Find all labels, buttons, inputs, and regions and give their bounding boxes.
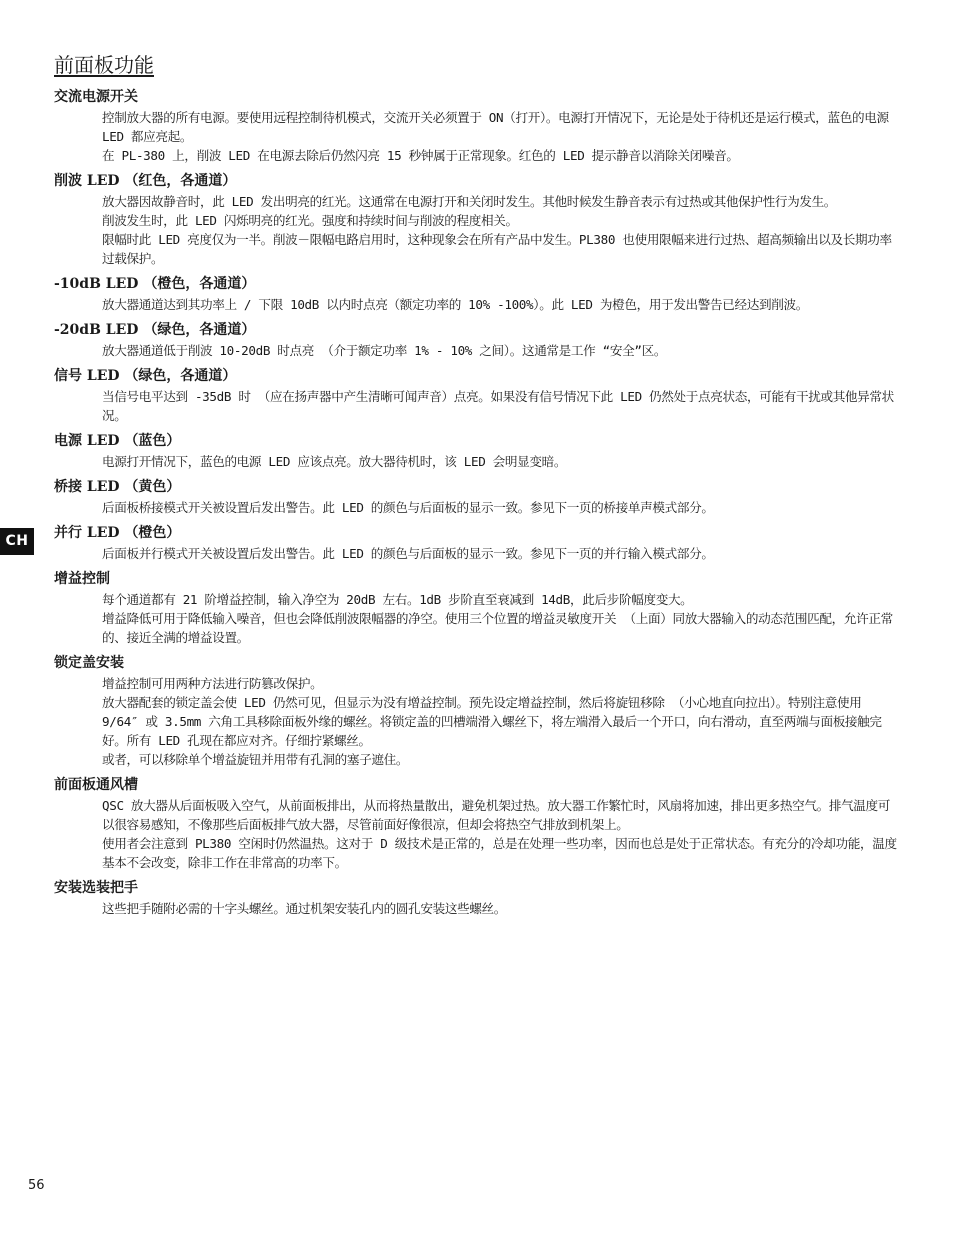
section-paragraph: 限幅时此 LED 亮度仅为一半。削波－限幅电路启用时，这种现象会在所有产品中发生。PL380 也使用限幅来进行过热、超高频输出以及长期功率过载保护。 [102, 232, 892, 266]
section-paragraph: 增益降低可用于降低输入噪音，但也会降低削波限幅器的净空。使用三个位置的增益灵敏度开关 （上面）同放大器输入的动态范围匹配，允许正常的、接近全满的增益设置。 [102, 611, 893, 645]
section-heading: -20dB LED （绿色，各通道） [54, 322, 256, 338]
section-paragraph: 使用者会注意到 PL380 空闲时仍然温热。这对于 D 级技术是正常的，总是在处理一些功率，因而也总是处于正常状态。有充分的冷却功能，温度基本不会改变，除非工作在非常高的功率下。 [102, 836, 897, 870]
section-paragraph: 在 PL-380 上，削波 LED 在电源去除后仍然闪亮 15 秒钟属于正常现象。红色的 LED 提示静音以消除关闭噪音。 [102, 148, 739, 163]
section-heading: 增益控制 [54, 571, 110, 587]
section-paragraph: 削波发生时，此 LED 闪烁明亮的红光。强度和持续时间与削波的程度相关。 [102, 213, 518, 228]
section-body [102, 295, 899, 314]
section-body [102, 674, 899, 769]
section-paragraph: 后面板并行模式开关被设置后发出警告。此 LED 的颜色与后面板的显示一致。参见下一页的并行输入模式部分。 [102, 546, 714, 561]
section [54, 172, 899, 268]
section-paragraph: 放大器配套的锁定盖会使 LED 仍然可见，但显示为没有增益控制。预先设定增益控制，然后将旋钮移除 （小心地直向拉出）。特别注意使用 9/64″ 或 3.5mm 六角工具移除面板外缘的螺丝。将锁定盖的凹槽端滑入螺丝下，将左端滑入最后一个开口，向右滑动，直至两端与面板接触完好。所有 LED 孔现在都应对齐。仔细拧紧螺丝。 [102, 695, 882, 748]
section [54, 88, 899, 165]
section-heading: 桥接 LED （黄色） [54, 479, 181, 495]
section [54, 524, 899, 563]
section-heading: 削波 LED （红色，各通道） [54, 173, 237, 189]
section-body [102, 387, 899, 425]
section [54, 275, 899, 314]
section-body [102, 498, 899, 517]
section-paragraph: 控制放大器的所有电源。要使用远程控制待机模式，交流开关必须置于 ON（打开）。电源打开情况下，无论是处于待机还是运行模式，蓝色的电源 LED 都应亮起。 [102, 110, 889, 144]
language-tab: CH [0, 528, 34, 555]
section [54, 432, 899, 471]
section-heading: 并行 LED （橙色） [54, 525, 181, 541]
section [54, 478, 899, 517]
section-heading: -10dB LED （橙色，各通道） [54, 276, 256, 292]
page-number: 56 [28, 1178, 45, 1193]
section [54, 570, 899, 647]
section-heading: 锁定盖安装 [54, 655, 124, 671]
section-paragraph: 电源打开情况下，蓝色的电源 LED 应该点亮。放大器待机时，该 LED 会明显变暗。 [102, 454, 567, 469]
section-heading: 安装选装把手 [54, 880, 138, 896]
section-heading: 电源 LED （蓝色） [54, 433, 181, 449]
section-heading: 信号 LED （绿色，各通道） [54, 368, 237, 384]
section-paragraph: 当信号电平达到 -35dB 时 （应在扬声器中产生清晰可闻声音）点亮。如果没有信号情况下此 LED 仍然处于点亮状态，可能有干扰或其他异常状况。 [102, 389, 894, 423]
section-paragraph: 增益控制可用两种方法进行防篡改保护。 [102, 676, 323, 691]
section-body [102, 341, 899, 360]
section-paragraph: 放大器因故静音时，此 LED 发出明亮的红光。这通常在电源打开和关闭时发生。其他时候发生静音表示有过热或其他保护性行为发生。 [102, 194, 837, 209]
section [54, 654, 899, 769]
section-body [102, 796, 899, 872]
section-paragraph: 放大器通道低于削波 10-20dB 时点亮 （介于额定功率 1% - 10% 之间）。这通常是工作 “安全”区。 [102, 343, 667, 358]
section-heading: 前面板通风槽 [54, 777, 138, 793]
section-paragraph: 放大器通道达到其功率上 / 下限 10dB 以内时点亮（额定功率的 10% -100%）。此 LED 为橙色，用于发出警告已经达到削波。 [102, 297, 808, 312]
section-paragraph: 这些把手随附必需的十字头螺丝。通过机架安装孔内的圆孔安装这些螺丝。 [102, 901, 507, 916]
section-body [102, 899, 899, 918]
section-body [102, 544, 899, 563]
section [54, 321, 899, 360]
section-heading: 交流电源开关 [54, 89, 138, 105]
section-body [102, 108, 899, 165]
section [54, 879, 899, 918]
section [54, 776, 899, 872]
section [54, 367, 899, 425]
section-list [54, 88, 899, 925]
section-paragraph: 后面板桥接模式开关被设置后发出警告。此 LED 的颜色与后面板的显示一致。参见下一页的桥接单声模式部分。 [102, 500, 714, 515]
section-paragraph: 每个通道都有 21 阶增益控制，输入净空为 20dB 左右。1dB 步阶直至衰减到 14dB，此后步阶幅度变大。 [102, 592, 693, 607]
section-paragraph: QSC 放大器从后面板吸入空气，从前面板排出，从而将热量散出，避免机架过热。放大器工作繁忙时，风扇将加速，排出更多热空气。排气温度可以很容易感知，不像那些后面板排气放大器，尽管前面好像很凉，但却会将热空气排放到机架上。 [102, 798, 891, 832]
section-body [102, 192, 899, 268]
section-body [102, 590, 899, 647]
section-body [102, 452, 899, 471]
section-paragraph: 或者，可以移除单个增益旋钮并用带有孔洞的塞子遮住。 [102, 752, 409, 767]
page-title: 前面板功能 [54, 53, 154, 77]
